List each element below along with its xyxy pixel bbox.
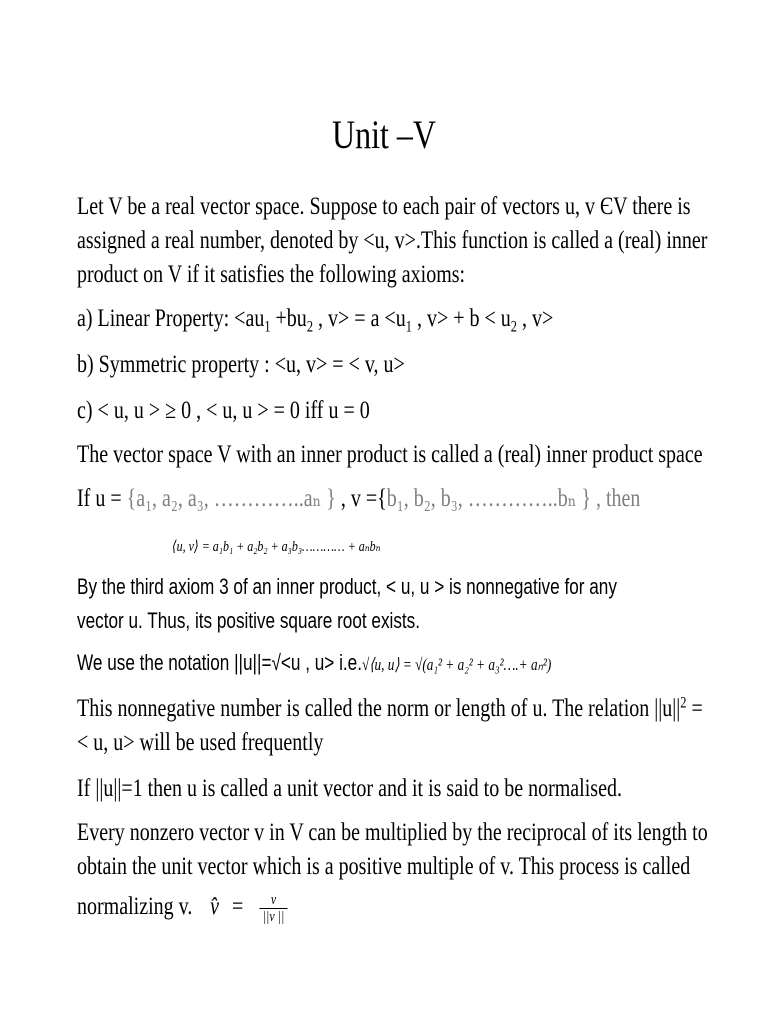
definition-line-3: product on V if it satisfies the following axioms: [77, 261, 466, 288]
vector-components-line: If u = {a₁, a₂, a₃, …………..aₙ } , v ={b₁, b₂, b₃, …………..bₙ } , then [77, 485, 641, 512]
inner-product-space-definition: The vector space V with an inner product is called a (real) inner product space [77, 441, 703, 468]
axiom-linear-property: a) Linear Property: $<au_1 +bu_2$ , $v> = a <u_1$ , $v> + b < u_2$ , v> [77, 305, 554, 336]
normalizing-line-3: normalizing v. v̂ = $\frac{v}{||v ||}$ [77, 892, 287, 925]
definition-line-1: Let V be a real vector space. Suppose to each pair of vectors u, v ЄV there is [77, 193, 691, 220]
norm-notation-line: We use the notation ||u||=√<u , u> i.e.√⟨u, u⟩ = √(a₁² + a₂² + a₃²….+ aₙ²) [77, 650, 552, 675]
axiom-symmetric-property: b) Symmetric property : <u, v> = < v, u> [77, 351, 405, 378]
norm-definition-line-2: < u, u> will be used frequently [77, 729, 324, 756]
nonnegative-line-1: By the third axiom 3 of an inner product, < u, u > is nonnegative for any [77, 574, 617, 599]
unit-vector-fraction: $\frac{v}{||v ||}$ [260, 892, 288, 925]
page-title: Unit –V [332, 112, 436, 157]
v-hat-symbol: v̂ [210, 893, 220, 921]
definition-line-2: assigned a real number, denoted by <u, v>.This function is called a (real) inner [77, 227, 708, 254]
nonnegative-line-2: vector u. Thus, its positive square root exists. [77, 608, 421, 633]
unit-vector-line: If ||u||=1 then u is called a unit vector and it is said to be normalised. [77, 775, 622, 802]
norm-definition-line-1: This nonnegative number is called the norm or length of u. The relation $||u||^2$ = [77, 694, 703, 722]
norm-formula: √⟨u, u⟩ = √(a₁² + a₂² + a₃²….+ aₙ²) [361, 655, 552, 674]
axiom-positive-definite: c) < u, u > ≥ 0 , < u, u > = 0 iff u = 0 [77, 397, 370, 424]
inner-product-formula: ⟨u, v⟩ = a₁b₁ + a₂b₂ + a₃b₃………… + aₙbₙ [172, 539, 381, 555]
normalizing-line-2: obtain the unit vector which is a positive multiple of v. This process is called [77, 853, 691, 880]
normalizing-line-1: Every nonzero vector v in V can be multiplied by the reciprocal of its length to [77, 819, 708, 846]
